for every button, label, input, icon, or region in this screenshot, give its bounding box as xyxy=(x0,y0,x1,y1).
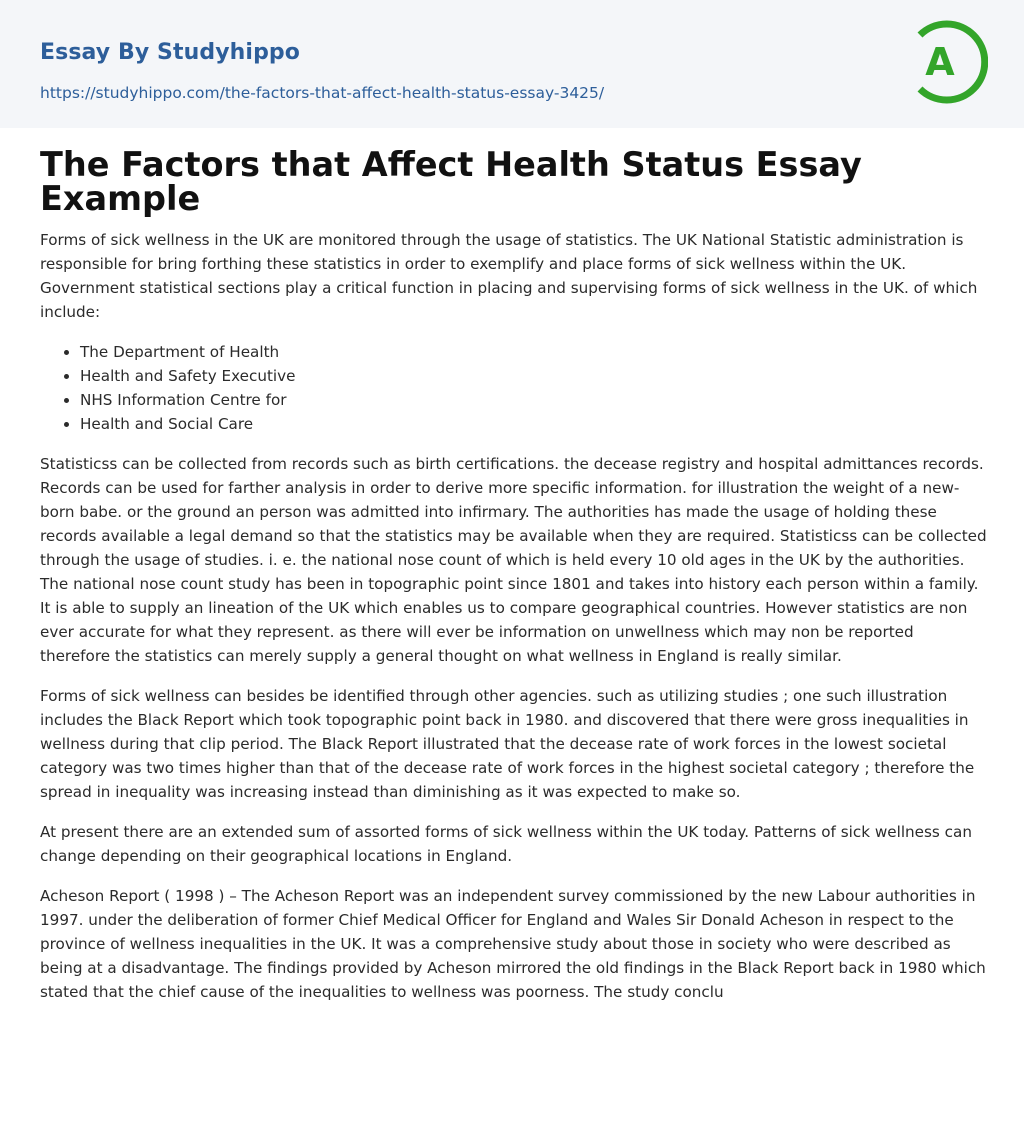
paragraph-black-report: Forms of sick wellness can besides be identified through other agencies. such as utilizing studies ; one such illustration includes the Black Report which took topographic point back in 1980. and discovered that there were gross inequalities in wellness during that clip period. The Black Report illustrated that the decease rate of work forces in the lowest societal category was two times higher than that of the decease rate of work forces in the highest societal category ; therefore the spread in inequality was increasing instead than diminishing as it was expected to make so. xyxy=(40,687,975,801)
brand-title[interactable]: Essay By Studyhippo xyxy=(40,40,300,65)
site-header xyxy=(0,0,1024,128)
agency-list xyxy=(80,340,988,436)
page-title: The Factors that Affect Health Status Essay Example xyxy=(40,145,862,218)
list-item: • Health and Social Care xyxy=(80,412,988,436)
page-url-link[interactable]: https://studyhippo.com/the-factors-that-affect-health-status-essay-3425/ xyxy=(40,84,605,102)
list-item: • NHS Information Centre for xyxy=(80,388,988,412)
list-item: • Health and Safety Executive xyxy=(80,364,988,388)
list-item: • The Department of Health xyxy=(80,340,988,364)
logo-letter: A xyxy=(925,40,955,84)
paragraph-present-patterns: At present there are an extended sum of assorted forms of sick wellness within the UK today. Patterns of sick wellness can change depending on their geographical locations in England. xyxy=(40,823,972,865)
paragraph-statistics: Statisticss can be collected from records such as birth certifications. the decease registry and hospital admittances records. Records can be used for farther analysis in order to derive more specific information. for illustration the weight of a new-born babe. or the ground an person was admitted into infirmary. The authorities has made the usage of holding these records available a legal demand so that the statistics may be available when they are required. Statisticss can be collected through the usage of studies. i. e. the national nose count of which is held every 10 old ages in the UK by the authorities. The national nose count study has been in topographic point since 1801 and takes into history each person within a family. It is able to supply an lineation of the UK which enables us to compare geographical countries. However statistics are non ever accurate for what they represent. as there will ever be information on unwellness which may non be reported therefore the statistics can merely supply a general thought on what wellness in England is really similar. xyxy=(40,455,987,665)
paragraph-acheson-report: Acheson Report ( 1998 ) – The Acheson Report was an independent survey commissioned by the new Labour authorities in 1997. under the deliberation of former Chief Medical Officer for England and Wales Sir Donald Acheson in respect to the province of wellness inequalities in the UK. It was a comprehensive study about those in society who were described as being at a disadvantage. The findings provided by Acheson mirrored the old findings in the Black Report back in 1980 which stated that the chief cause of the inequalities to wellness was poorness. The study conclu xyxy=(40,887,986,1001)
intro-paragraph: Forms of sick wellness in the UK are monitored through the usage of statistics. The UK National Statistic administration is responsible for bring forthing these statistics in order to exemplify and place forms of sick wellness within the UK. Government statistical sections play a critical function in placing and supervising forms of sick wellness in the UK. of which include: xyxy=(40,231,978,321)
studyhippo-logo-icon[interactable] xyxy=(910,18,988,106)
essay-body xyxy=(40,228,988,1020)
